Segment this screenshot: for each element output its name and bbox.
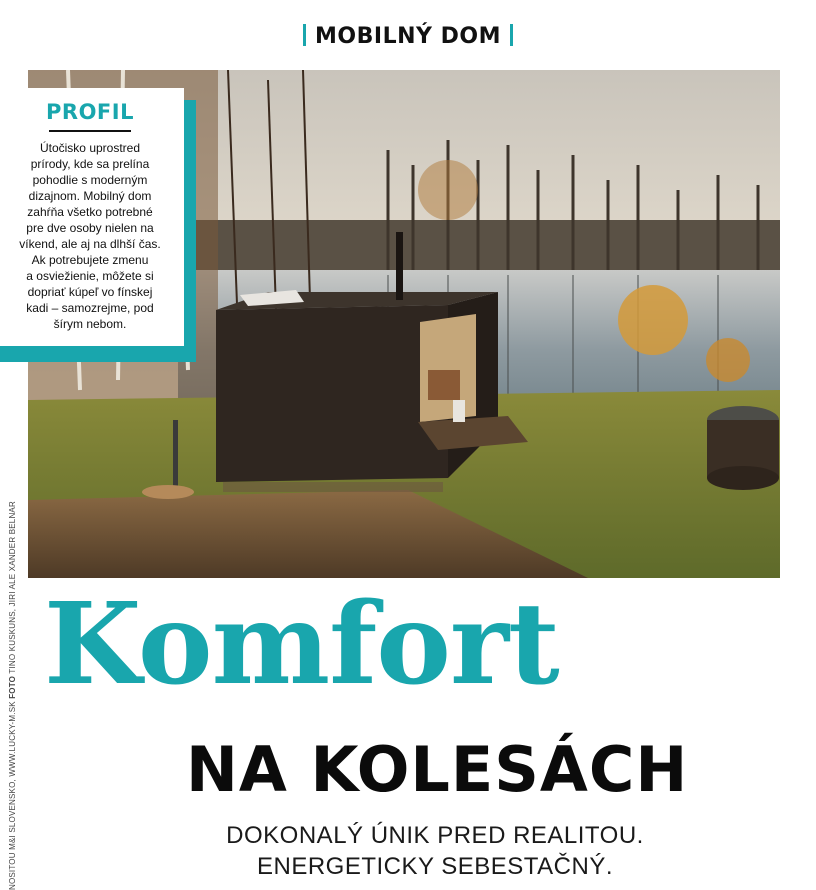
profile-line: dopriať kúpeľ vo fínskej [27,285,153,299]
profile-line: Útočisko uprostred [39,141,141,155]
profile-line: prírody, kde sa prelína [30,157,150,171]
profile-line: zahŕňa všetko potrebné [27,205,153,219]
profile-line: pohodlie s moderným [32,173,148,187]
credit-prefix: NOSITOU M&I SLOVENSKO, WWW.LUCKY-M.SK [8,701,17,890]
tagline-line-2: ENERGETICKY SEBESTAČNÝ. [256,853,614,880]
profile-line: kadi – samozrejme, pod [26,301,154,315]
profile-box [0,88,184,346]
profile-line: víkend, ale aj na dlhší čas. [19,237,161,251]
credit-names: TINO KUSKUNS, JIRI ALE XANDER BELNAR [8,501,17,674]
profile-line: šírym nebom. [53,317,127,331]
credit-foto-label: FOTO [8,675,17,699]
profile-heading: PROFIL [46,100,134,124]
profile-line: pre dve osoby nielen na [26,221,154,235]
profile-line: Ak potrebujete zmenu [31,253,149,267]
tagline [200,820,670,882]
accent-bar-right [510,24,513,46]
section-label [0,24,816,49]
accent-bar-left [303,24,306,46]
profile-line: a osviežienie, môžete si [26,269,154,283]
profile-text [8,140,172,332]
profile-line: dizajnom. Mobilný dom [28,189,152,203]
tagline-line-1: DOKONALÝ ÚNIK PRED REALITOU. [226,822,644,849]
photo-credit [8,501,17,890]
headline: Komfort [44,579,559,710]
subheadline: NA KOLESÁCH [186,733,689,806]
section-label-text: MOBILNÝ DOM [315,24,501,49]
profile-rule [49,130,131,132]
